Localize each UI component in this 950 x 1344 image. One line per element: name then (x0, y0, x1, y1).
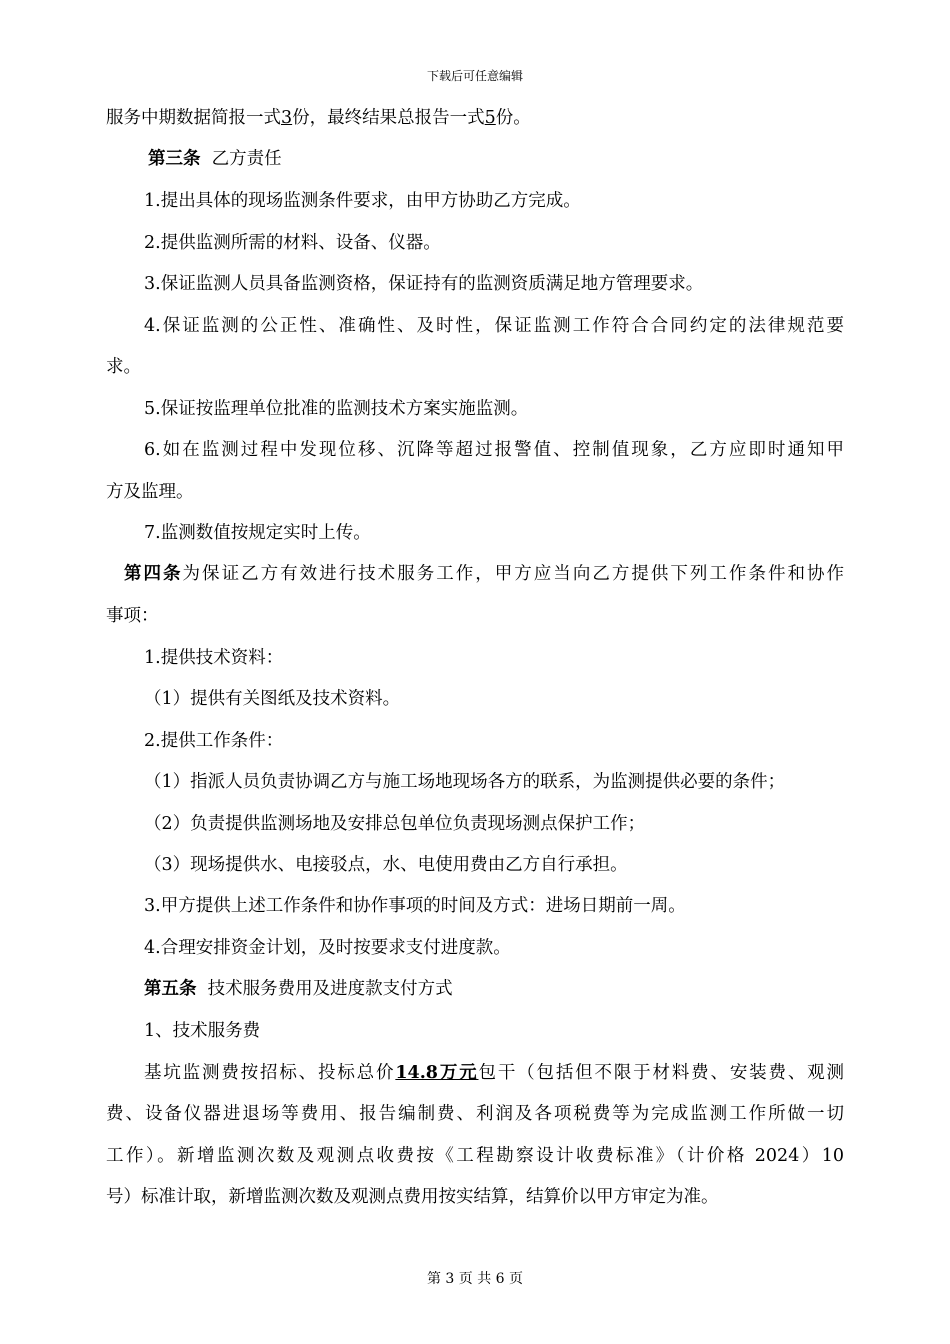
article-title: 第三条 (148, 149, 201, 169)
paragraph-line: 基坑监测费按招标、投标总价14.8万元包干（包括但不限于材料费、安装费、观测 (144, 1063, 845, 1083)
list-item: 2.提供监测所需的材料、设备、仪器。 (144, 233, 441, 253)
paragraph-line: 服务中期数据简报一式3份，最终结果总报告一式5份。 (106, 108, 531, 128)
list-item-continued: 求。 (106, 357, 141, 377)
list-item: 3.甲方提供上述工作条件和协作事项的时间及方式：进场日期前一周。 (144, 896, 686, 916)
article-5-heading: 第五条 技术服务费用及进度款支付方式 (144, 979, 453, 999)
paragraph-line: 工作）。新增监测次数及观测点收费按《工程勘察设计收费标准》（计价格 2024）10 (106, 1146, 844, 1166)
list-item: 6.如在监测过程中发现位移、沉降等超过报警值、控制值现象，乙方应即时通知甲 (144, 440, 844, 460)
page-number: 第 3 页 共 6 页 (426, 1271, 524, 1287)
list-item: 1.提出具体的现场监测条件要求，由甲方协助乙方完成。 (144, 191, 581, 211)
list-item: 3.保证监测人员具备监测资格，保证持有的监测资质满足地方管理要求。 (144, 274, 704, 294)
underlined-count: 3 (281, 108, 293, 128)
list-item-continued: 方及监理。 (106, 482, 194, 502)
list-item: 5.保证按监理单位批准的监测技术方案实施监测。 (144, 399, 529, 419)
list-item: 4.保证监测的公正性、准确性、及时性，保证监测工作符合合同约定的法律规范要 (144, 316, 844, 336)
list-item: 1.提供技术资料： (144, 648, 284, 668)
paragraph-line: 号）标准计取，新增监测次数及观测点费用按实结算，结算价以甲方审定为准。 (106, 1187, 719, 1207)
sub-item: （3）现场提供水、电接驳点，水、电使用费由乙方自行承担。 (144, 855, 628, 875)
paragraph-line: 费、设备仪器进退场等费用、报告编制费、利润及各项税费等为完成监测工作所做一切 (106, 1104, 844, 1124)
underlined-count: 5 (484, 108, 496, 128)
sub-item: （2）负责提供监测场地及安排总包单位负责现场测点保护工作； (144, 814, 646, 834)
article-title: 第四条 (124, 564, 183, 584)
article-4-heading: 第四条为保证乙方有效进行技术服务工作，甲方应当向乙方提供下列工作条件和协作 (124, 564, 845, 584)
list-item: 4.合理安排资金计划，及时按要求支付进度款。 (144, 938, 511, 958)
article-3-heading: 第三条 乙方责任 (148, 149, 282, 169)
total-price: 14.8万元 (395, 1063, 479, 1083)
section-heading: 1、技术服务费 (144, 1021, 261, 1041)
article-4-heading-continued: 事项： (106, 606, 159, 626)
sub-item: （1）指派人员负责协调乙方与施工场地现场各方的联系，为监测提供必要的条件； (144, 772, 786, 792)
list-item: 7.监测数值按规定实时上传。 (144, 523, 371, 543)
list-item: 2.提供工作条件： (144, 731, 284, 751)
page-header: 下载后可任意编辑 (426, 69, 523, 83)
article-title: 第五条 (144, 979, 197, 999)
sub-item: （1）提供有关图纸及技术资料。 (144, 689, 401, 709)
